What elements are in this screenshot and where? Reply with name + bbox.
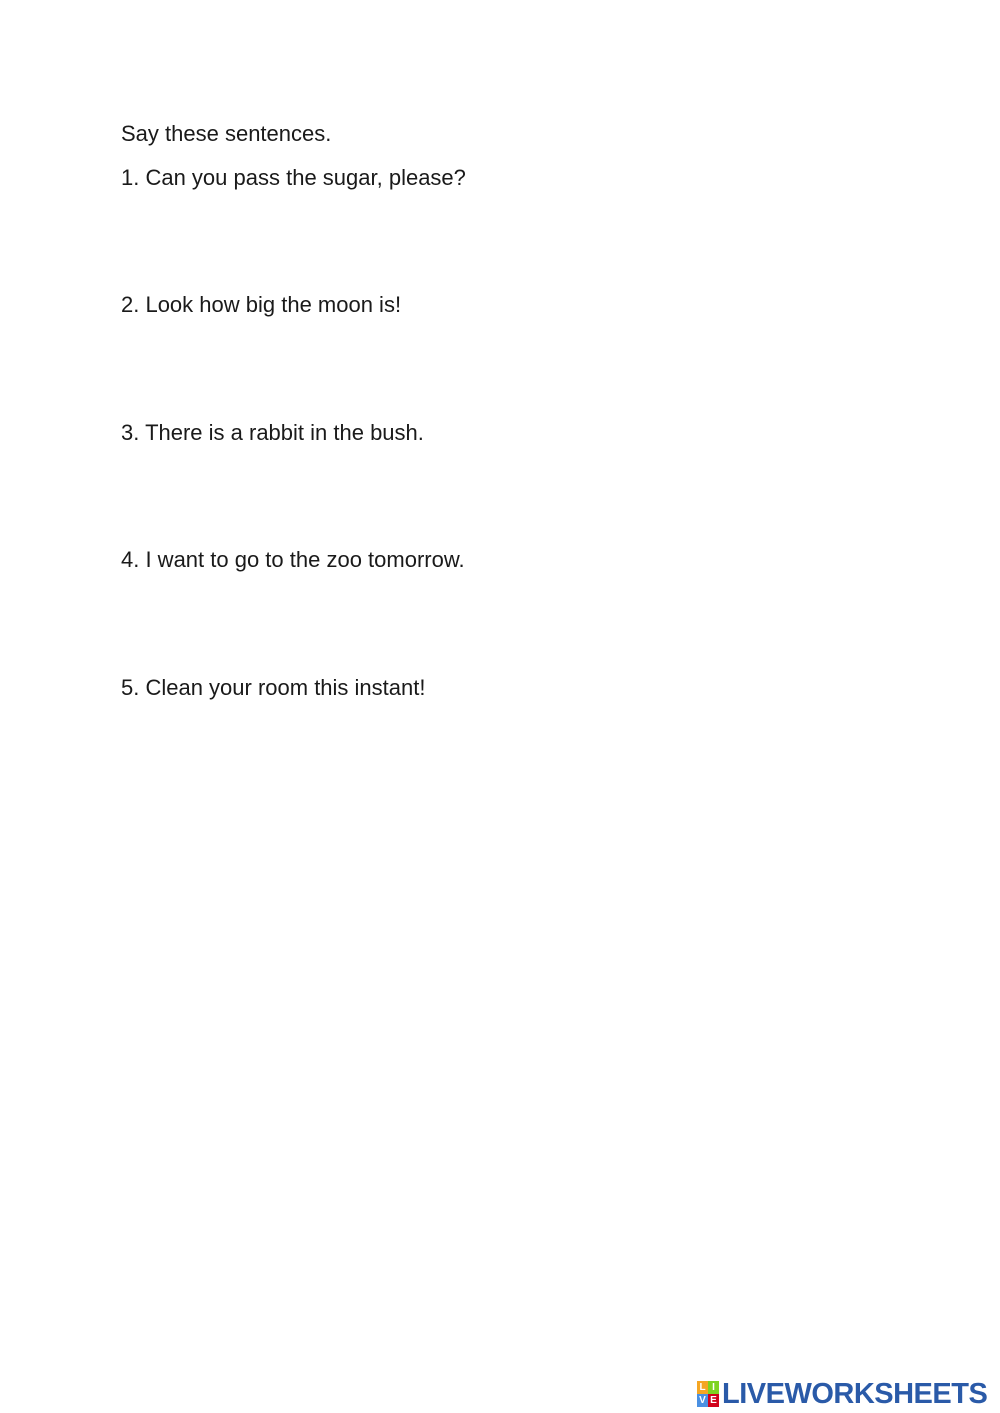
- logo-mark-letter: L: [697, 1381, 708, 1394]
- sentence-1: 1. Can you pass the sugar, please?: [121, 165, 466, 190]
- logo-mark-letter: V: [697, 1394, 708, 1407]
- logo-mark-letter: E: [708, 1394, 719, 1407]
- liveworksheets-logo-icon: [697, 1381, 719, 1407]
- sentence-5: 5. Clean your room this instant!: [121, 675, 426, 700]
- liveworksheets-logo: [697, 1378, 987, 1410]
- instruction-text: Say these sentences.: [121, 121, 332, 146]
- logo-mark-letter: I: [708, 1381, 719, 1394]
- logo-text: LIVEWORKSHEETS: [722, 1378, 988, 1410]
- sentence-2: 2. Look how big the moon is!: [121, 292, 402, 317]
- sentence-4: 4. I want to go to the zoo tomorrow.: [121, 547, 465, 572]
- sentence-3: 3. There is a rabbit in the bush.: [121, 420, 424, 445]
